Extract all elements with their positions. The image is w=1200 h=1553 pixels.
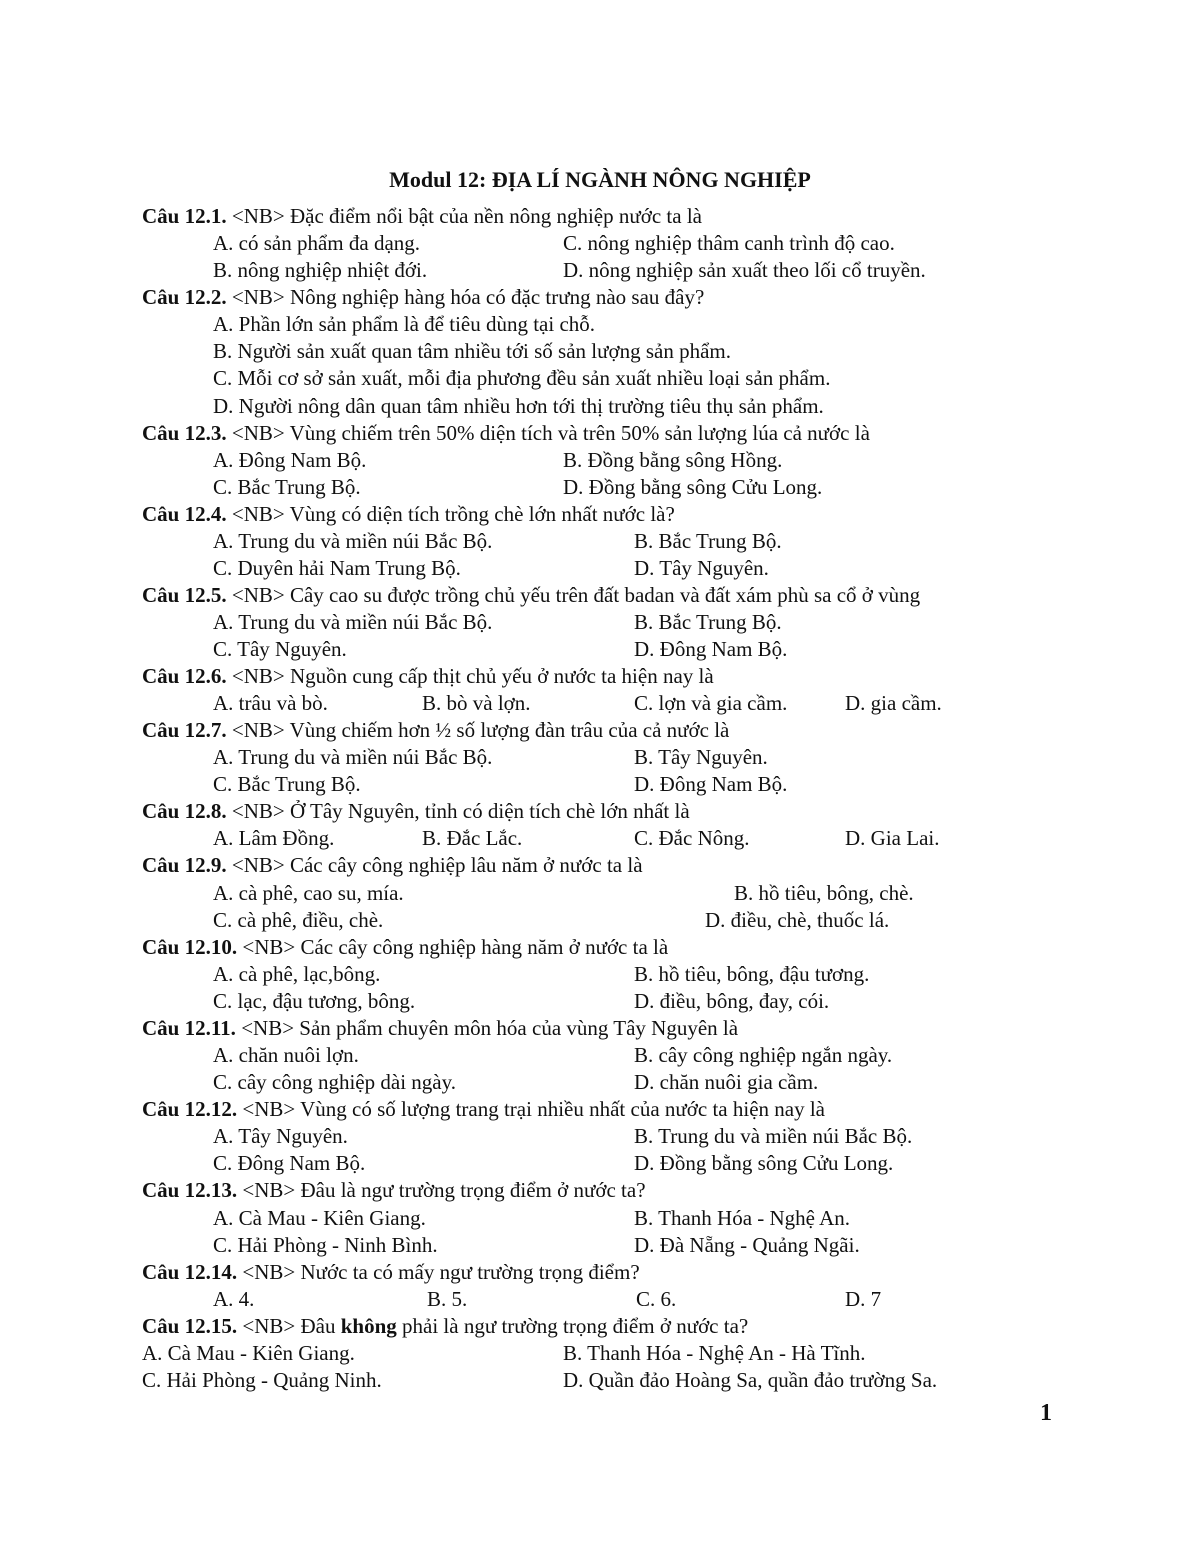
question-number: Câu 12.13. xyxy=(142,1178,238,1202)
option-c: C. cà phê, điều, chè. xyxy=(213,908,384,932)
option-c: C. nông nghiệp thâm canh trình độ cao. xyxy=(563,231,895,255)
option-c: C. Tây Nguyên. xyxy=(213,637,347,661)
option-d: D. Đồng bằng sông Cửu Long. xyxy=(634,1151,894,1175)
question-text: <NB> Sản phẩm chuyên môn hóa của vùng Tây Nguyên là xyxy=(235,1016,739,1040)
question-text: <NB> Vùng chiếm hơn ½ số lượng đàn trâu của cả nước là xyxy=(226,718,730,742)
option-c: C. Hải Phòng - Quảng Ninh. xyxy=(142,1368,382,1392)
option-d: D. Đông Nam Bộ. xyxy=(634,772,788,796)
option-a: A. trâu và bò. xyxy=(213,691,328,715)
question-13 xyxy=(142,1177,646,1204)
option-c: C. cây công nghiệp dài ngày. xyxy=(213,1070,456,1094)
option-a: A. Trung du và miền núi Bắc Bộ. xyxy=(213,529,493,553)
option-a: A. có sản phẩm đa dạng. xyxy=(213,231,421,255)
option-b: B. Thanh Hóa - Nghệ An. xyxy=(634,1206,850,1230)
option-d: D. chăn nuôi gia cầm. xyxy=(634,1070,819,1094)
question-8 xyxy=(142,798,690,825)
question-text: <NB> Các cây công nghiệp hàng năm ở nước ta là xyxy=(237,935,669,959)
option-d: D. Tây Nguyên. xyxy=(634,556,769,580)
option-a: A. Tây Nguyên. xyxy=(213,1124,348,1148)
question-text-end: phải là ngư trường trọng điểm ở nước ta? xyxy=(396,1314,749,1338)
question-text: <NB> Nước ta có mấy ngư trường trọng điểm? xyxy=(237,1260,640,1284)
option-a: A. Đông Nam Bộ. xyxy=(213,448,367,472)
option-d: D. Gia Lai. xyxy=(845,826,940,850)
option-b: B. Người sản xuất quan tâm nhiều tới số sản lượng sản phẩm. xyxy=(213,339,732,363)
option-c: C. Duyên hải Nam Trung Bộ. xyxy=(213,556,461,580)
question-text: <NB> Vùng chiếm trên 50% diện tích và trên 50% sản lượng lúa cả nước là xyxy=(226,421,870,445)
option-b: B. 5. xyxy=(427,1287,468,1311)
option-c: C. 6. xyxy=(636,1287,677,1311)
option-b: B. Trung du và miền núi Bắc Bộ. xyxy=(634,1124,913,1148)
option-d: D. 7 xyxy=(845,1287,882,1311)
option-d: D. Quần đảo Hoàng Sa, quần đảo trường Sa. xyxy=(563,1368,938,1392)
option-d: D. Đông Nam Bộ. xyxy=(634,637,788,661)
option-a: A. Cà Mau - Kiên Giang. xyxy=(213,1206,426,1230)
option-b: B. hồ tiêu, bông, chè. xyxy=(734,881,914,905)
option-c: C. Bắc Trung Bộ. xyxy=(213,475,361,499)
option-b: B. hồ tiêu, bông, đậu tương. xyxy=(634,962,870,986)
option-a: A. cà phê, lạc,bông. xyxy=(213,962,381,986)
question-number: Câu 12.11. xyxy=(142,1016,236,1040)
question-text: <NB> Các cây công nghiệp lâu năm ở nước ta là xyxy=(226,853,643,877)
question-12 xyxy=(142,1096,825,1123)
option-c: C. Đắc Nông. xyxy=(634,826,750,850)
question-1 xyxy=(142,203,702,230)
question-number: Câu 12.15. xyxy=(142,1314,238,1338)
question-number: Câu 12.3. xyxy=(142,421,227,445)
option-d: D. Đồng bằng sông Cửu Long. xyxy=(563,475,823,499)
question-text: <NB> Nông nghiệp hàng hóa có đặc trưng nào sau đây? xyxy=(226,285,705,309)
option-a: A. Cà Mau - Kiên Giang. xyxy=(142,1341,355,1365)
question-15 xyxy=(142,1313,748,1340)
question-3 xyxy=(142,420,870,447)
option-a: A. Phần lớn sản phẩm là để tiêu dùng tại chỗ. xyxy=(213,312,596,336)
question-number: Câu 12.7. xyxy=(142,718,227,742)
option-a: A. chăn nuôi lợn. xyxy=(213,1043,359,1067)
option-c: C. Hải Phòng - Ninh Bình. xyxy=(213,1233,438,1257)
option-d: D. gia cầm. xyxy=(845,691,942,715)
question-emphasis: không xyxy=(340,1314,397,1338)
question-4 xyxy=(142,501,675,528)
option-b: B. Đắc Lắc. xyxy=(422,826,523,850)
option-b: B. Bắc Trung Bộ. xyxy=(634,610,782,634)
question-number: Câu 12.1. xyxy=(142,204,227,228)
option-b: B. cây công nghiệp ngắn ngày. xyxy=(634,1043,893,1067)
question-text: <NB> Ở Tây Nguyên, tỉnh có diện tích chè lớn nhất là xyxy=(226,799,690,823)
option-d: D. Đà Nẵng - Quảng Ngãi. xyxy=(634,1233,860,1257)
option-a: A. cà phê, cao su, mía. xyxy=(213,881,404,905)
option-b: B. nông nghiệp nhiệt đới. xyxy=(213,258,428,282)
page-title: Modul 12: ĐỊA LÍ NGÀNH NÔNG NGHIỆP xyxy=(389,167,811,192)
question-number: Câu 12.8. xyxy=(142,799,227,823)
option-a: A. Trung du và miền núi Bắc Bộ. xyxy=(213,610,493,634)
question-text: <NB> Nguồn cung cấp thịt chủ yếu ở nước ta hiện nay là xyxy=(226,664,714,688)
option-c: C. Đông Nam Bộ. xyxy=(213,1151,366,1175)
option-a: A. Lâm Đồng. xyxy=(213,826,335,850)
option-b: B. Đồng bằng sông Hồng. xyxy=(563,448,783,472)
question-text: <NB> Vùng có diện tích trồng chè lớn nhất nước là? xyxy=(226,502,675,526)
option-d: D. nông nghiệp sản xuất theo lối cổ truyền. xyxy=(563,258,926,282)
option-d: D. điều, bông, đay, cói. xyxy=(634,989,830,1013)
question-text: <NB> Đâu là ngư trường trọng điểm ở nước ta? xyxy=(237,1178,646,1202)
option-b: B. Bắc Trung Bộ. xyxy=(634,529,782,553)
question-number: Câu 12.14. xyxy=(142,1260,238,1284)
question-5 xyxy=(142,582,920,609)
question-number: Câu 12.5. xyxy=(142,583,227,607)
question-14 xyxy=(142,1259,640,1286)
option-d: D. điều, chè, thuốc lá. xyxy=(705,908,890,932)
option-b: B. Thanh Hóa - Nghệ An - Hà Tĩnh. xyxy=(563,1341,866,1365)
question-text: <NB> Đâu xyxy=(237,1314,341,1338)
question-2 xyxy=(142,284,704,311)
question-number: Câu 12.9. xyxy=(142,853,227,877)
option-c: C. lợn và gia cầm. xyxy=(634,691,788,715)
option-a: A. Trung du và miền núi Bắc Bộ. xyxy=(213,745,493,769)
question-7 xyxy=(142,717,729,744)
question-text: <NB> Đặc điểm nổi bật của nền nông nghiệp nước ta là xyxy=(226,204,702,228)
option-b: B. Tây Nguyên. xyxy=(634,745,768,769)
question-6 xyxy=(142,663,714,690)
question-9 xyxy=(142,852,643,879)
page-number: 1 xyxy=(1040,1400,1052,1426)
question-number: Câu 12.10. xyxy=(142,935,238,959)
question-number: Câu 12.6. xyxy=(142,664,227,688)
option-c: C. Mỗi cơ sở sản xuất, mỗi địa phương đều sản xuất nhiều loại sản phẩm. xyxy=(213,366,831,390)
question-number: Câu 12.2. xyxy=(142,285,227,309)
question-text: <NB> Vùng có số lượng trang trại nhiều nhất của nước ta hiện nay là xyxy=(237,1097,825,1121)
question-number: Câu 12.4. xyxy=(142,502,227,526)
option-c: C. Bắc Trung Bộ. xyxy=(213,772,361,796)
question-11 xyxy=(142,1015,738,1042)
option-a: A. 4. xyxy=(213,1287,255,1311)
question-number: Câu 12.12. xyxy=(142,1097,238,1121)
option-c: C. lạc, đậu tương, bông. xyxy=(213,989,416,1013)
option-b: B. bò và lợn. xyxy=(422,691,531,715)
option-d: D. Người nông dân quan tâm nhiều hơn tới thị trường tiêu thụ sản phẩm. xyxy=(213,394,824,418)
question-text: <NB> Cây cao su được trồng chủ yếu trên đất badan và đất xám phù sa cổ ở vùng xyxy=(226,583,921,607)
question-10 xyxy=(142,934,668,961)
